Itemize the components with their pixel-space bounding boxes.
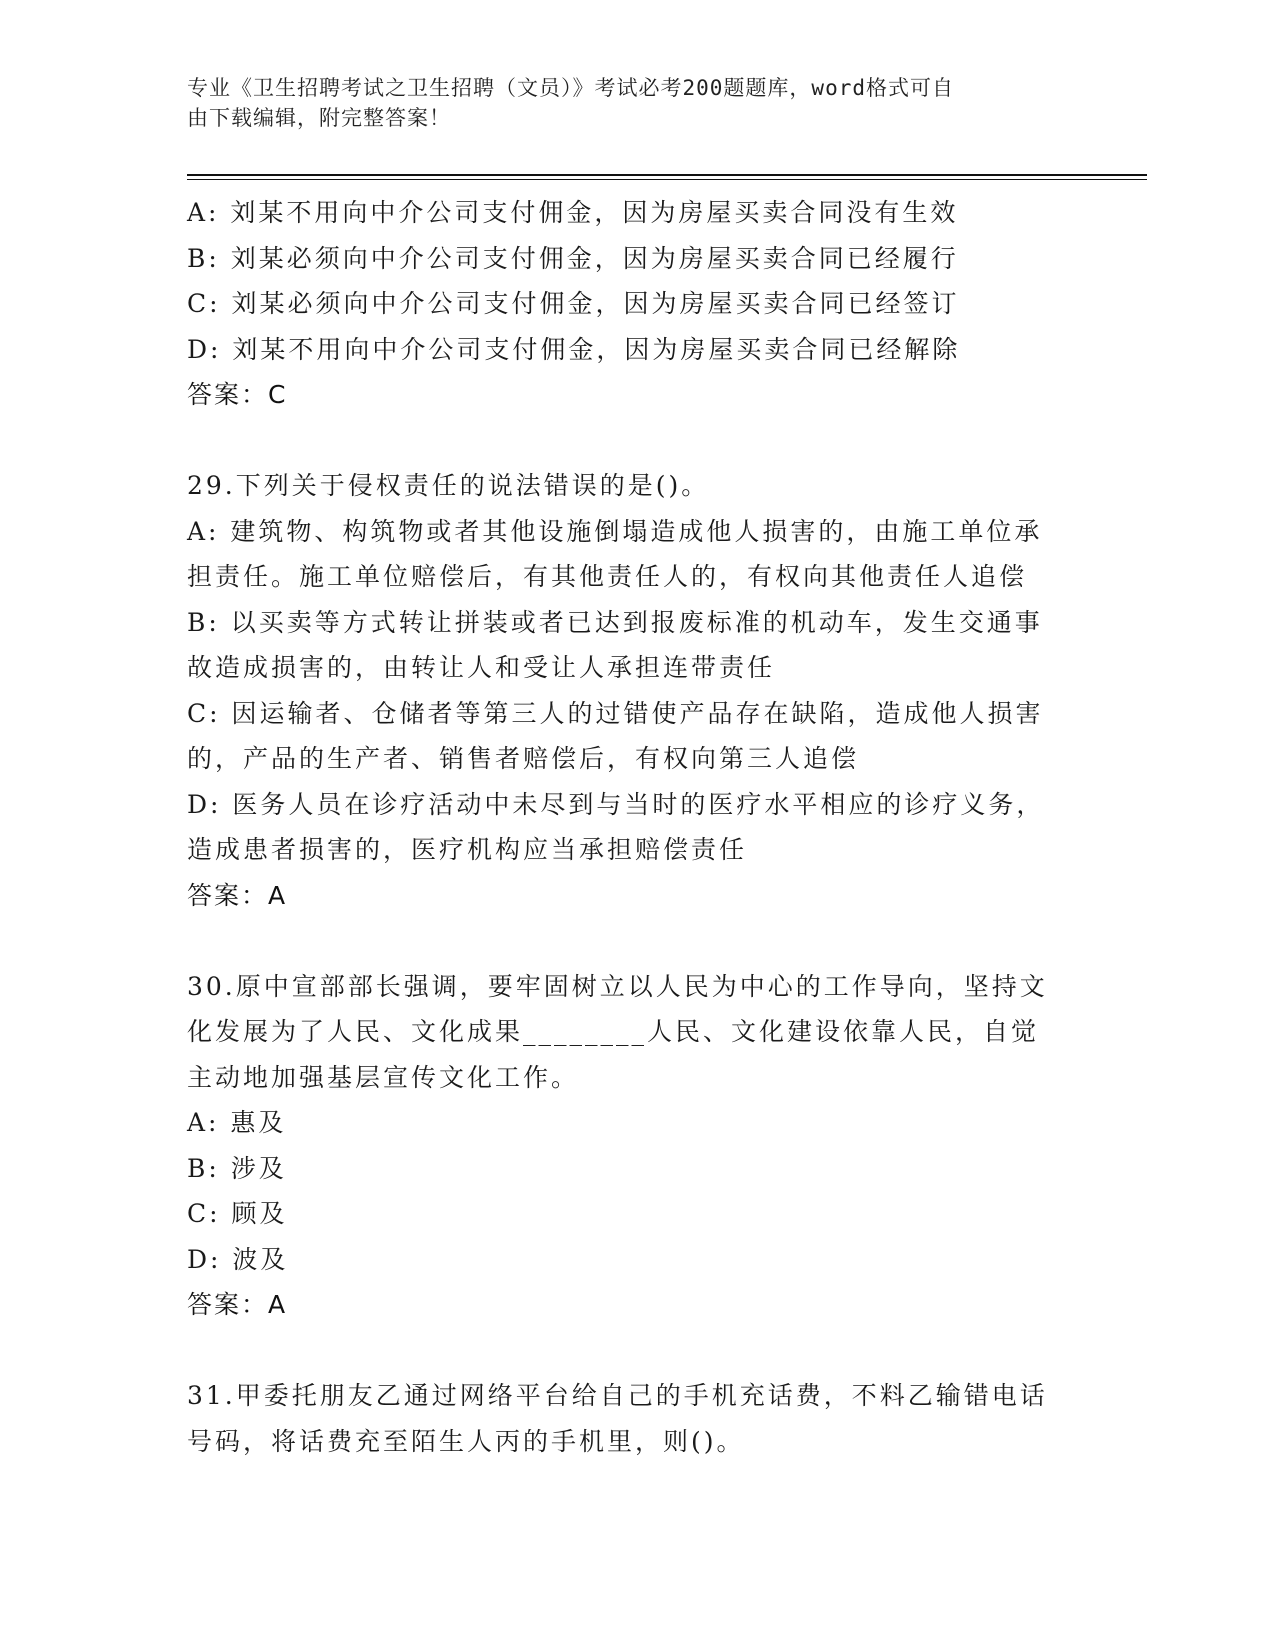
question-29: [187, 463, 1087, 918]
question-30: [187, 964, 1087, 1328]
option-b-line-2: 故造成损害的，由转让人和受让人承担连带责任: [187, 653, 776, 682]
answer-label: 答案：A: [187, 880, 288, 910]
spacer: [187, 1328, 1087, 1374]
option-c-line-1: C: 因运输者、仓储者等第三人的过错使产品存在缺陷，造成他人损害: [187, 698, 1044, 728]
option-d: D: 波及: [187, 1244, 289, 1274]
question-stem-line-1: 31.甲委托朋友乙通过网络平台给自己的手机充话费，不料乙输错电话: [187, 1381, 1048, 1410]
spacer: [187, 418, 1087, 464]
spacer: [187, 918, 1087, 964]
question-stem-line-3: 主动地加强基层宣传文化工作。: [187, 1062, 580, 1092]
header-rule-thin: [187, 179, 1147, 180]
question-stem-line-1: 30.原中宣部部长强调，要牢固树立以人民为中心的工作导向，坚持文: [187, 971, 1048, 1001]
document-header: [187, 73, 1067, 133]
option-c: C: 刘某必须向中介公司支付佣金，因为房屋买卖合同已经签订: [187, 289, 960, 318]
answer-label: 答案：C: [187, 380, 288, 409]
answer-label: 答案：A: [187, 1290, 288, 1319]
option-c: C: 顾及: [187, 1199, 288, 1228]
option-c-line-2: 的，产品的生产者、销售者赔偿后，有权向第三人追偿: [187, 744, 860, 773]
option-a-line-1: A: 建筑物、构筑物或者其他设施倒塌造成他人损害的，由施工单位承: [187, 516, 1043, 546]
question-28-options: [187, 190, 1087, 418]
header-line-1: 专业《卫生招聘考试之卫生招聘（文员）》考试必考200题题库，word格式可自: [187, 76, 954, 100]
option-b: B: 涉及: [187, 1153, 287, 1183]
option-a: A: 刘某不用向中介公司支付佣金，因为房屋买卖合同没有生效: [187, 198, 959, 227]
option-a: A: 惠及: [187, 1108, 287, 1137]
document-body: [187, 190, 1087, 1464]
option-d-line-2: 造成患者损害的，医疗机构应当承担赔偿责任: [187, 835, 748, 864]
question-31: [187, 1373, 1087, 1464]
header-rule-thick: [187, 174, 1147, 176]
header-line-2: 由下载编辑，附完整答案！: [187, 106, 451, 130]
question-stem-line-2: 化发展为了人民、文化成果________人民、文化建设依靠人民，自觉: [187, 1017, 1040, 1046]
question-stem-line-2: 号码，将话费充至陌生人丙的手机里，则()。: [187, 1426, 745, 1456]
option-d-line-1: D: 医务人员在诊疗活动中未尽到与当时的医疗水平相应的诊疗义务，: [187, 789, 1045, 819]
option-b-line-1: B: 以买卖等方式转让拼装或者已达到报废标准的机动车，发生交通事: [187, 607, 1043, 637]
option-d: D: 刘某不用向中介公司支付佣金，因为房屋买卖合同已经解除: [187, 334, 961, 364]
option-a-line-2: 担责任。施工单位赔偿后，有其他责任人的，有权向其他责任人追偿: [187, 562, 1028, 591]
option-b: B: 刘某必须向中介公司支付佣金，因为房屋买卖合同已经履行: [187, 243, 959, 273]
question-stem: 29.下列关于侵权责任的说法错误的是()。: [187, 471, 710, 500]
